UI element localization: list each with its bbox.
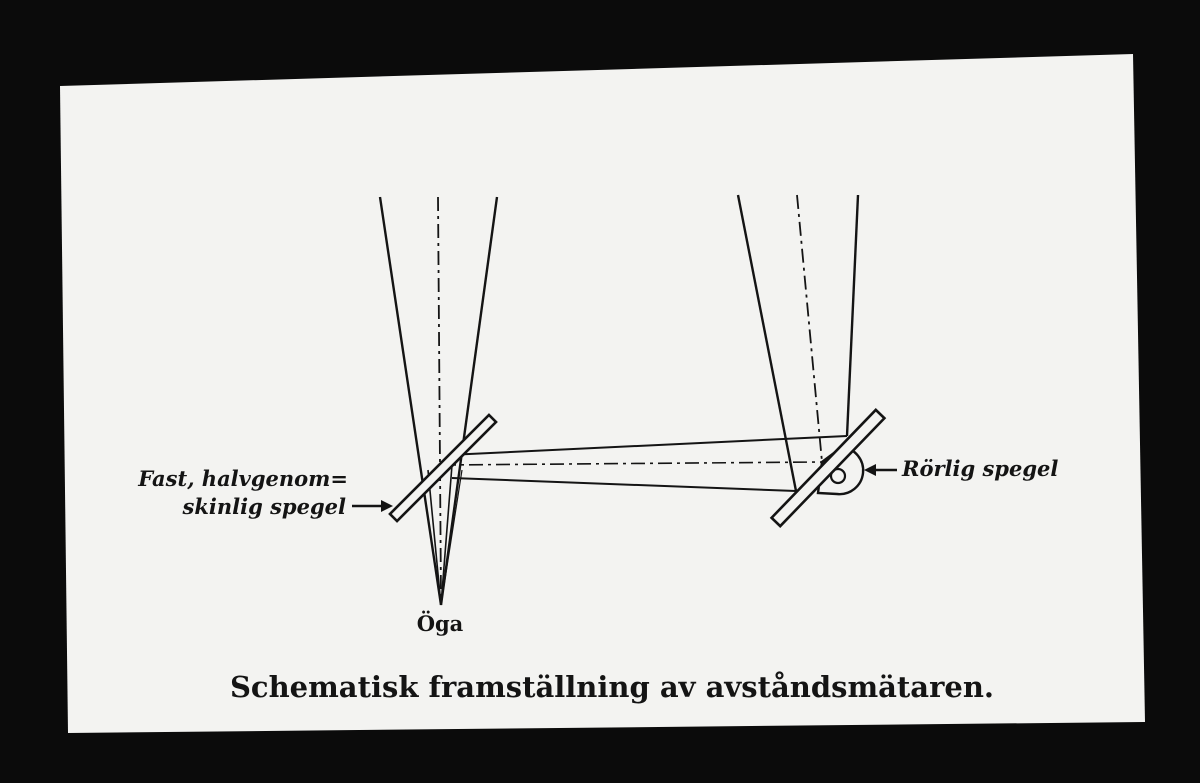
diagram-caption: Schematisk framställning av avståndsmätaren. xyxy=(229,670,995,704)
fixed-mirror-label-line2: skinlig spegel xyxy=(182,494,346,519)
eye-label: Öga xyxy=(416,611,464,636)
paper-card xyxy=(60,54,1145,733)
fixed-mirror-label-line1: Fast, halvgenom= xyxy=(138,466,348,491)
movable-mirror-label: Rörlig spegel xyxy=(902,456,1059,481)
